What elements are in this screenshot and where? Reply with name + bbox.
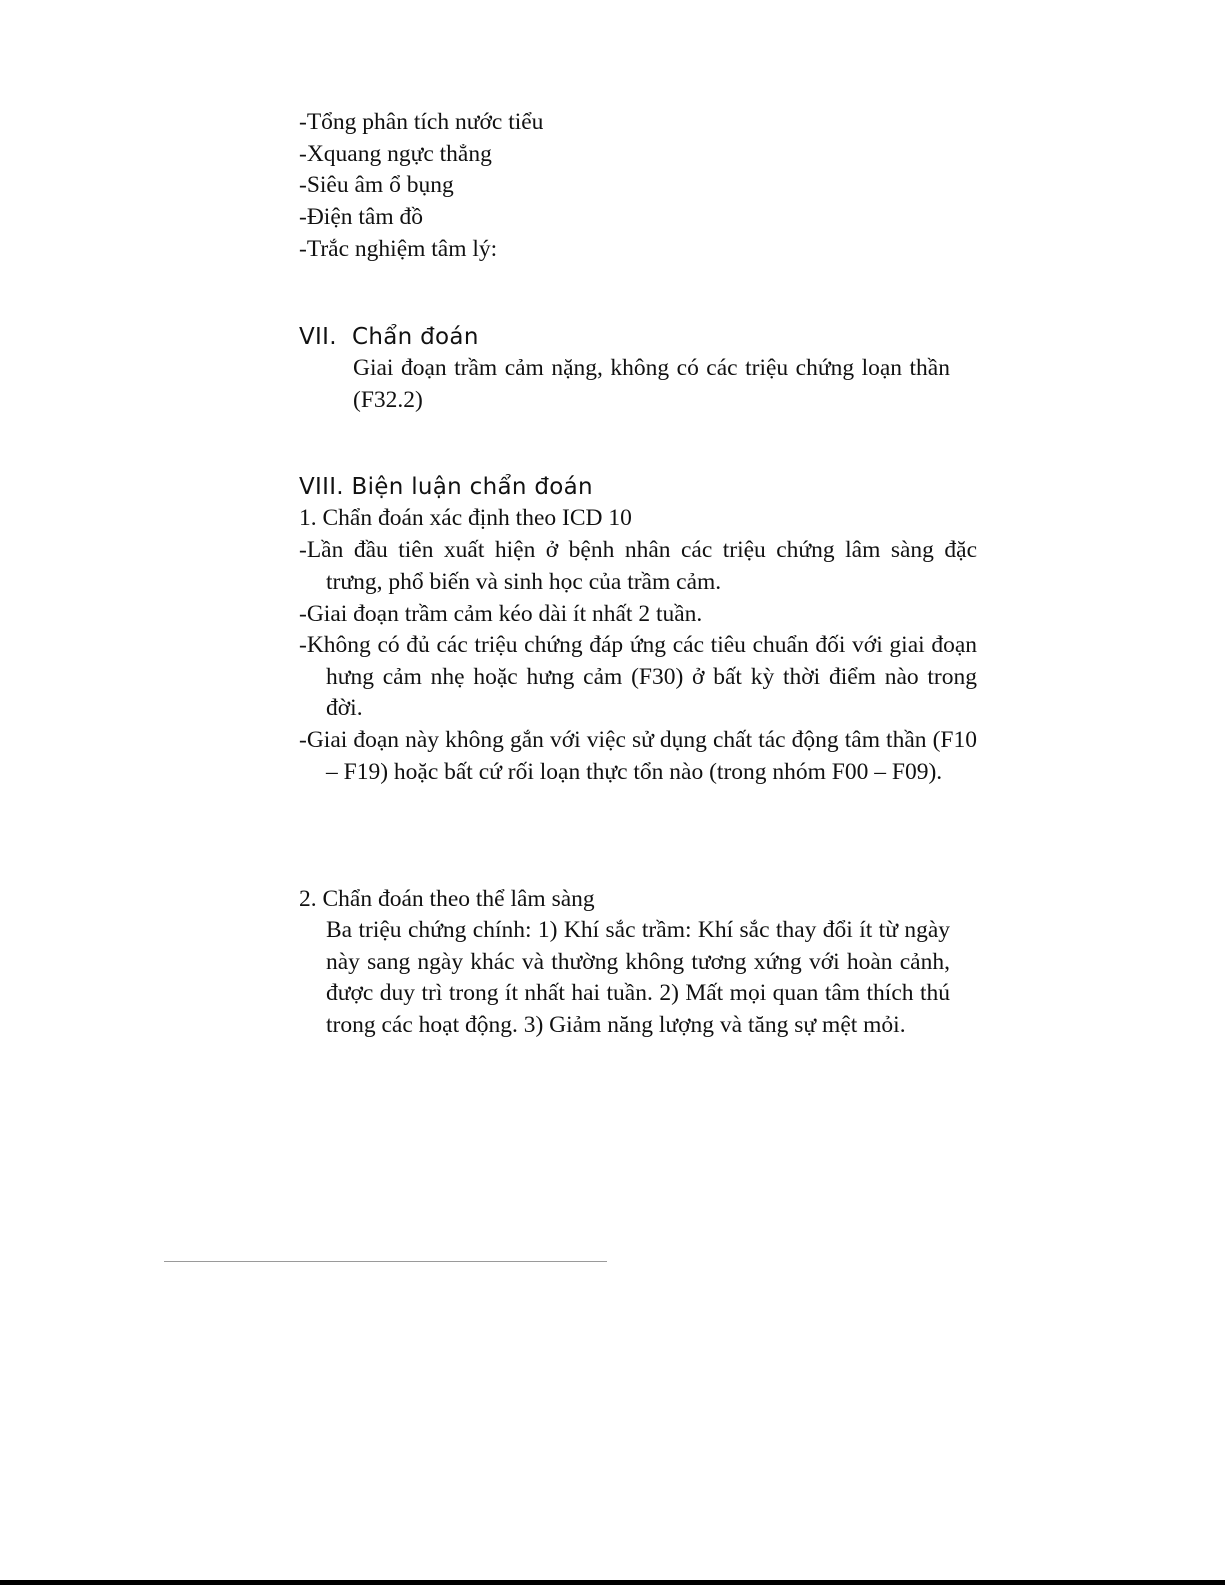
criteria-item: -Giai đoạn trầm cảm kéo dài ít nhất 2 tuần.	[299, 601, 703, 627]
exam-item: -Siêu âm ổ bụng	[299, 172, 454, 199]
exam-item: -Xquang ngực thẳng	[299, 140, 492, 167]
clinical-text: Ba triệu chứng chính: 1) Khí sắc trầm: Khí sắc thay đổi ít từ ngày này sang ngày khác và thường không tương xứng với hoàn cảnh, được duy trì trong ít nhất hai tuần. 2) Mất mọi quan tâm thích thú trong các hoạt động. 3) Giảm năng lượng và tăng sự mệt mỏi.	[326, 917, 950, 1039]
subsection-title-icd10: 1. Chẩn đoán xác định theo ICD 10	[299, 505, 632, 531]
footnote-separator	[164, 1261, 607, 1262]
exam-item: -Điện tâm đồ	[299, 204, 423, 231]
subsection-title-clinical: 2. Chẩn đoán theo thể lâm sàng	[299, 886, 595, 912]
exam-item: -Trắc nghiệm tâm lý:	[299, 235, 498, 262]
criteria-item: -Lần đầu tiên xuất hiện ở bệnh nhân các triệu chứng lâm sàng đặc trưng, phổ biến và sinh học của trầm cảm.	[299, 537, 977, 595]
criteria-item: -Không có đủ các triệu chứng đáp ứng các tiêu chuẩn đối với giai đoạn hưng cảm nhẹ hoặc hưng cảm (F30) ở bất kỳ thời điểm nào trong đời.	[299, 632, 977, 722]
exam-list	[299, 107, 543, 265]
page-bottom-border	[0, 1580, 1225, 1585]
section-heading-argument: VIII. Biện luận chẩn đoán	[299, 474, 593, 500]
exam-item: -Tổng phân tích nước tiểu	[299, 109, 544, 135]
section-heading-diagnosis: VII. Chẩn đoán	[299, 324, 479, 350]
criteria-item: -Giai đoạn này không gắn với việc sử dụng chất tác động tâm thần (F10 – F19) hoặc bất cứ rối loạn thực tổn nào (trong nhóm F00 – F09).	[299, 727, 977, 785]
diagnosis-text: Giai đoạn trầm cảm nặng, không có các triệu chứng loạn thần (F32.2)	[353, 355, 950, 413]
